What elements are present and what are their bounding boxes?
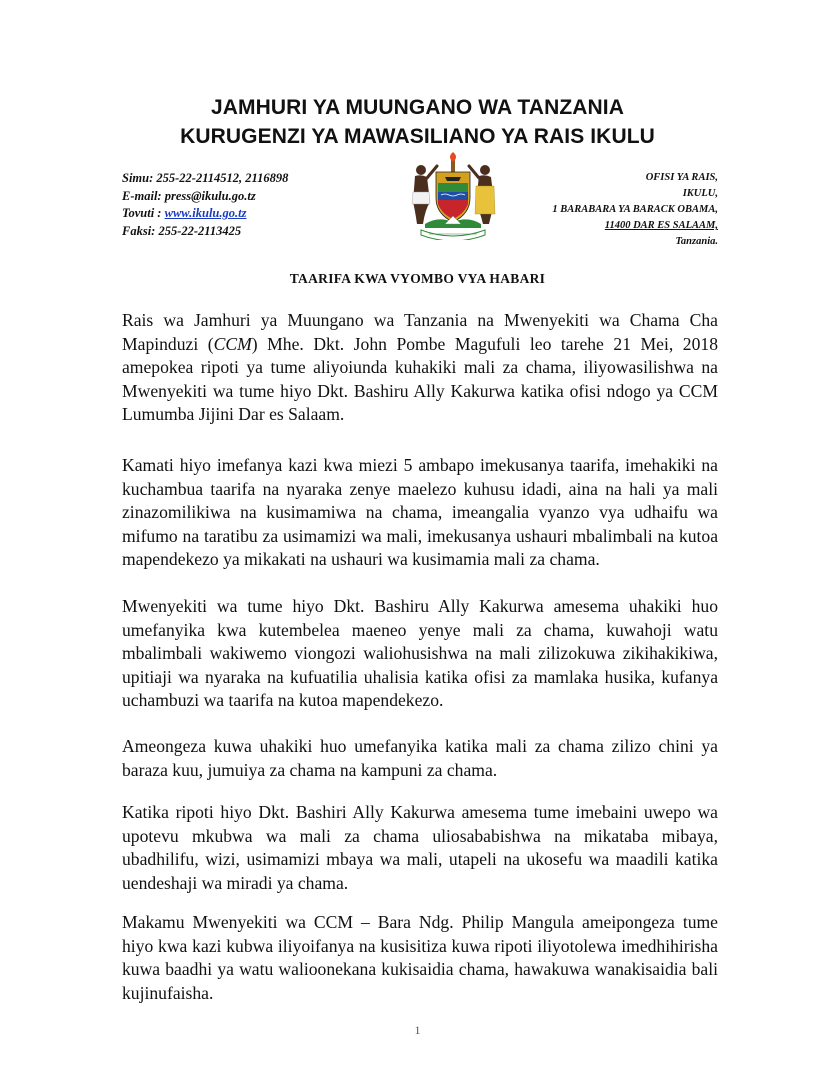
header-title-line-1: JAMHURI YA MUUNGANO WA TANZANIA — [211, 96, 624, 119]
body-paragraph-2: Kamati hiyo imefanya kazi kwa miezi 5 ambapo imekusanya taarifa, imehakiki na kuchambua taarifa na nyaraka zenye maelezo kuhusu idadi, aina na hali ya mali zinazomilikiwa na kusimamiwa na chama, imeangalia vyanzo vya udhaifu wa mifumo na taratibu za usimamizi wa mali, imekusanya ushauri mbalimbali na kutoa mapendekezo ya mikakati na ushauri wa kusimamia mali za chama. — [122, 455, 718, 569]
country: Tanzania. — [675, 236, 718, 247]
fax-number: Faksi: 255-22-2113425 — [122, 223, 242, 238]
page-number: 1 — [414, 1023, 421, 1037]
right-supporter-figure — [469, 165, 495, 224]
body-paragraph-5: Katika ripoti hiyo Dkt. Bashiri Ally Kakurwa amesema tume imebaini uwepo wa upotevu mkubwa wa mali za chama uliosababishwa na mikataba mibaya, ubadhilifu, wizi, usimamizi mbaya wa mali, utapeli na ukosefu wa maadili katika uendeshaji wa miradi ya chama. — [122, 802, 718, 893]
release-heading: TAARIFA KWA VYOMBO VYA HABARI — [289, 271, 546, 286]
email-address: E-mail: press@ikulu.go.tz — [122, 188, 256, 203]
website-link[interactable]: www.ikulu.go.tz — [164, 206, 247, 220]
body-paragraph-6: Makamu Mwenyekiti wa CCM – Bara Ndg. Philip Mangula ameipongeza tume hiyo kwa kazi kubwa iliyoifanya na kusisitiza kuwa ripoti iliyotolewa imedhihirisha kuwa baadhi ya watu walioonekana kukisaidia chama, hawakuwa wanakisaidia bali kujinufaisha. — [122, 912, 718, 1003]
motto-ribbon — [421, 230, 485, 240]
body-paragraph-3: Mwenyekiti wa tume hiyo Dkt. Bashiru Ally Kakurwa amesema uhakiki huo umefanyika kwa kutembelea maeneo yenye mali za chama, kuwahoji watu mbalimbali wakiwemo viongozi waliohusishwa na mali zilizokuwa zikihakikiwa, upitiaji wa nyaraka na kufuatilia uhalisia katika ofisi za mamlaka husika, kufanya uchambuzi wa taarifa na kutoa mapendekezo. — [122, 596, 718, 710]
shield-icon — [436, 172, 470, 222]
contact-block-left — [122, 170, 288, 240]
office-location: IKULU, — [682, 188, 718, 199]
coat-of-arms-icon — [403, 152, 503, 240]
phone-number: Simu: 255-22-2114512, 2116898 — [122, 171, 289, 185]
contact-block-right — [552, 170, 718, 250]
paragraph-1-text-a: Rais wa Jamhuri ya Muungano wa Tanzania na Mwenyekiti wa Chama Cha Mapinduzi ( — [122, 310, 718, 354]
ccm-abbreviation: CCM — [213, 333, 252, 354]
left-supporter-figure — [412, 165, 437, 224]
street-address: 1 BARABARA YA BARACK OBAMA, — [552, 204, 718, 215]
paragraph-1-text-b: ) Mhe. Dkt. John Pombe Magufuli leo tarehe 21 Mei, 2018 amepokea ripoti ya tume aliyoiunda kuhakiki mali za chama, iliyowasilishwa na Mwenyekiti wa tume hiyo Dkt. Bashiru Ally Kakurwa katika ofisi ndogo ya CCM Lumumba Jijini Dar es Salaam. — [122, 333, 718, 424]
website-row — [122, 205, 288, 223]
website-label: Tovuti : — [122, 206, 165, 220]
header-title-line-2: KURUGENZI YA MAWASILIANO YA RAIS IKULU — [180, 125, 655, 148]
torch-icon — [450, 152, 456, 172]
body-paragraph-1 — [122, 309, 718, 427]
postal-city: 11400 DAR ES SALAAM, — [604, 220, 718, 231]
office-name: OFISI YA RAIS, — [645, 172, 718, 183]
body-paragraph-4: Ameongeza kuwa uhakiki huo umefanyika katika mali za chama zilizo chini ya baraza kuu, jumuiya za chama na kampuni za chama. — [122, 736, 718, 780]
